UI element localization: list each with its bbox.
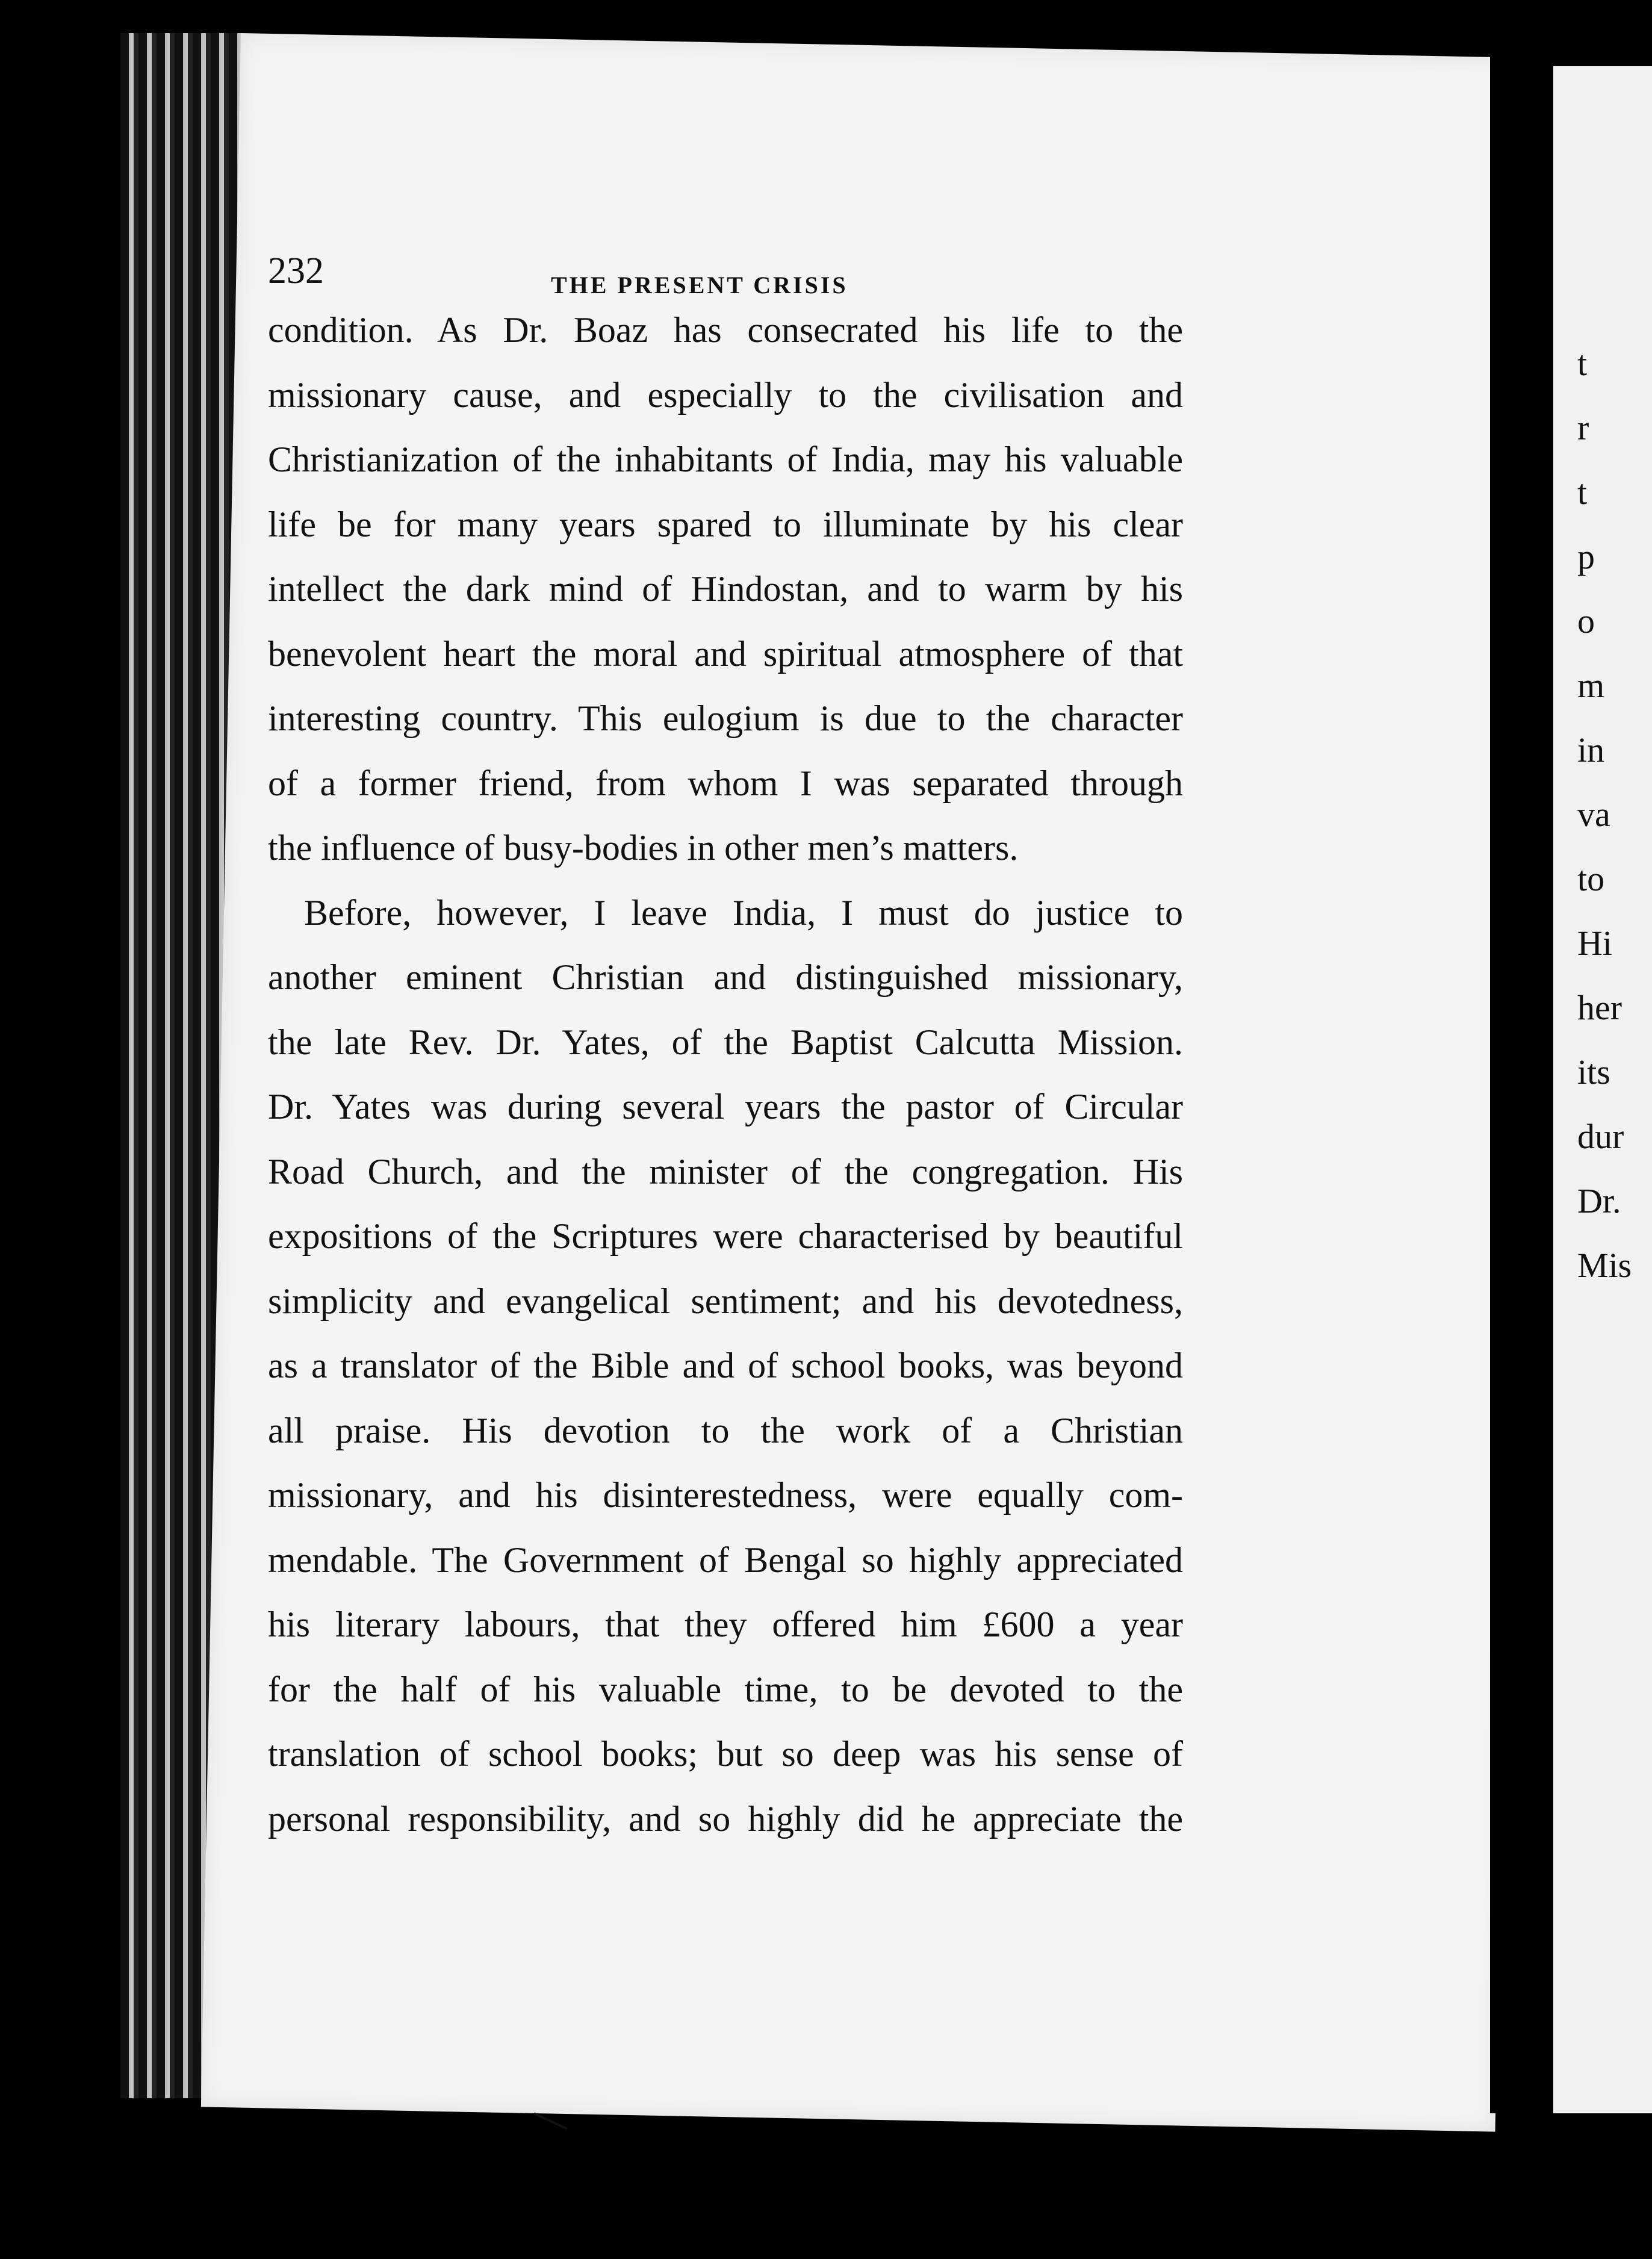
right-page-fragment: r [1577, 408, 1589, 447]
right-page-fragment: her [1577, 988, 1622, 1027]
text-line: missionary cause, and especially to the civilisation and [268, 374, 1183, 415]
right-page-fragment: Dr. [1577, 1181, 1621, 1220]
text-line: his literary labours, that they offered him £600 a year [268, 1605, 1183, 1644]
text-line: Before, however, I leave India, I must do justice to [304, 892, 1183, 933]
right-page-fragment: t [1577, 473, 1588, 512]
right-page-fragment: Hi [1577, 924, 1612, 963]
right-page-fragment: t [1577, 344, 1588, 383]
text-line: mendable. The Government of Bengal so highly appreciated [268, 1540, 1183, 1580]
right-page-fragment: o [1577, 601, 1595, 641]
book-gutter [1490, 36, 1553, 2113]
text-line: Dr. Yates was during several years the pastor of Circular [268, 1087, 1183, 1126]
margin-mark [529, 2112, 568, 2140]
text-line: the influence of busy-bodies in other men’s matters. [268, 828, 1019, 868]
right-page-fragment: m [1577, 666, 1605, 705]
text-line: simplicity and evangelical sentiment; and his devotedness, [268, 1281, 1183, 1321]
text-line: Road Church, and the minister of the congregation. His [268, 1151, 1183, 1192]
text-line: as a translator of the Bible and of school books, was beyond [268, 1346, 1183, 1385]
page-header [268, 214, 1183, 298]
right-page-fragments [1577, 343, 1632, 1310]
text-line: expositions of the Scriptures were characterised by beautiful [268, 1216, 1183, 1256]
right-page-fragment: to [1577, 859, 1605, 898]
text-line: of a former friend, from whom I was separated through [268, 763, 1183, 803]
text-line: personal responsibility, and so highly did he appreciate the [268, 1798, 1183, 1839]
text-line: benevolent heart the moral and spiritual atmosphere of that [268, 633, 1183, 674]
text-line: intellect the dark mind of Hindostan, and to warm by his [268, 569, 1183, 609]
page-content [268, 214, 1183, 1851]
right-page [1553, 66, 1652, 2113]
text-line: translation of school books; but so deep was his sense of [268, 1734, 1183, 1774]
text-line: for the half of his valuable time, to be devoted to the [268, 1669, 1183, 1709]
right-page-fragment: Mis [1577, 1246, 1632, 1285]
body-text [268, 298, 1183, 1851]
text-line: life be for many years spared to illuminate by his clear [268, 504, 1183, 544]
right-page-fragment: va [1577, 795, 1610, 834]
text-line: condition. As Dr. Boaz has consecrated his life to the [268, 310, 1183, 350]
right-page-fragment: in [1577, 730, 1605, 769]
text-line: missionary, and his disinterestedness, were equally com- [268, 1475, 1183, 1515]
right-page-fragment: dur [1577, 1117, 1624, 1156]
text-line: all praise. His devotion to the work of a Christian [268, 1410, 1183, 1450]
text-line: interesting country. This eulogium is due to the character [268, 698, 1183, 738]
running-head: THE PRESENT CRISIS [551, 272, 848, 299]
page-number: 232 [268, 250, 324, 291]
right-page-fragment: p [1577, 537, 1595, 576]
text-line: another eminent Christian and distinguished missionary, [268, 957, 1183, 997]
right-page-fragment: its [1577, 1052, 1610, 1092]
text-line: the late Rev. Dr. Yates, of the Baptist Calcutta Mission. [268, 1022, 1183, 1062]
text-line: Christianization of the inhabitants of India, may his valuable [268, 440, 1183, 479]
